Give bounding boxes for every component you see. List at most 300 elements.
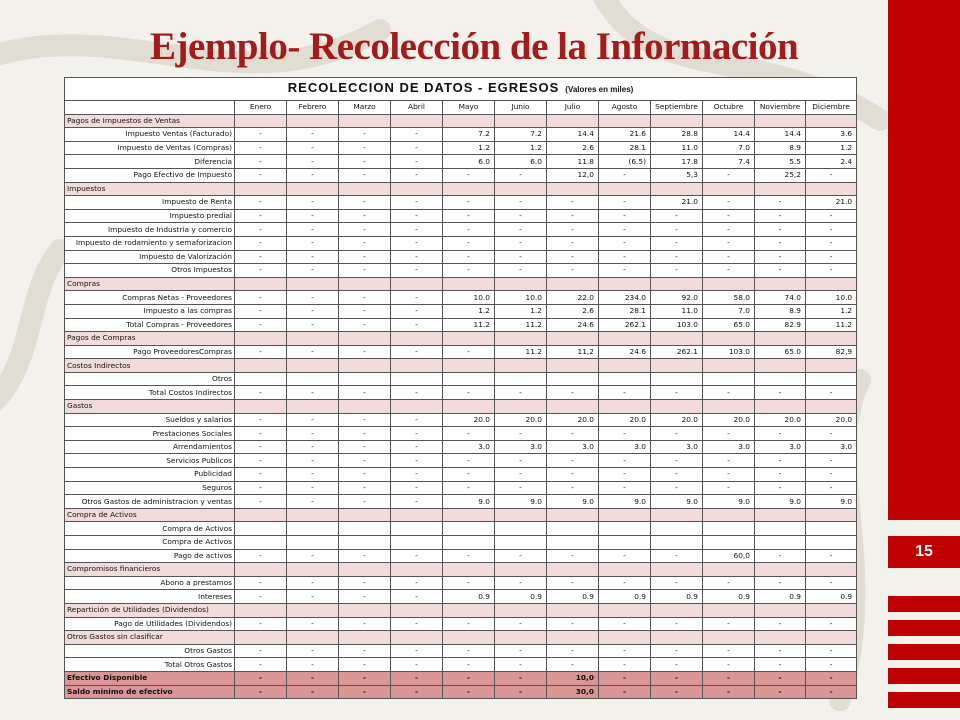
row-label: Abono a prestamos <box>65 576 235 590</box>
value-cell: - <box>339 250 391 264</box>
section-cell <box>287 508 339 522</box>
section-cell <box>391 631 443 645</box>
table-title: RECOLECCION DE DATOS - EGRESOS <box>287 80 560 95</box>
value-cell: - <box>599 617 651 631</box>
value-cell: - <box>287 549 339 563</box>
value-cell: - <box>599 671 651 685</box>
section-row <box>65 400 857 414</box>
value-cell: - <box>547 196 599 210</box>
row-label: Impuesto de Ventas (Compras) <box>65 141 235 155</box>
value-cell: - <box>443 386 495 400</box>
value-cell <box>755 522 806 536</box>
section-cell <box>443 400 495 414</box>
value-cell: - <box>599 685 651 699</box>
row-label: Impuesto de rodamiento y semaforizacion <box>65 236 235 250</box>
value-cell: - <box>495 617 547 631</box>
value-cell: - <box>651 264 703 278</box>
value-cell <box>599 522 651 536</box>
value-cell: - <box>235 386 287 400</box>
value-cell: 65.0 <box>703 318 755 332</box>
month-header: Junio <box>495 101 547 115</box>
value-cell: - <box>443 427 495 441</box>
table-subtitle: (Valores en miles) <box>565 85 634 94</box>
value-cell <box>651 536 703 550</box>
value-cell: - <box>703 468 755 482</box>
value-cell: 74.0 <box>755 291 806 305</box>
section-cell <box>651 631 703 645</box>
section-cell <box>703 563 755 577</box>
value-cell: 20.0 <box>547 413 599 427</box>
section-cell <box>339 563 391 577</box>
value-cell: 8.9 <box>755 141 806 155</box>
value-cell: - <box>339 454 391 468</box>
section-cell <box>703 114 755 128</box>
value-cell: - <box>339 236 391 250</box>
table-row <box>65 304 857 318</box>
value-cell: - <box>287 617 339 631</box>
section-cell <box>495 359 547 373</box>
value-cell: - <box>339 264 391 278</box>
value-cell: 3.6 <box>806 128 857 142</box>
value-cell: - <box>755 617 806 631</box>
value-cell: - <box>235 128 287 142</box>
section-cell <box>703 400 755 414</box>
value-cell: - <box>443 685 495 699</box>
table-banner-row <box>65 78 857 101</box>
value-cell: - <box>339 413 391 427</box>
value-cell: 3.0 <box>547 440 599 454</box>
table-row <box>65 590 857 604</box>
value-cell: - <box>495 196 547 210</box>
section-cell <box>703 182 755 196</box>
table-row <box>65 468 857 482</box>
value-cell: 0.9 <box>755 590 806 604</box>
value-cell: - <box>287 468 339 482</box>
value-cell: - <box>547 576 599 590</box>
value-cell: 3.0 <box>651 440 703 454</box>
value-cell: - <box>391 440 443 454</box>
value-cell: - <box>235 617 287 631</box>
value-cell: - <box>651 576 703 590</box>
expenses-table <box>64 77 857 699</box>
section-cell <box>391 332 443 346</box>
value-cell: - <box>391 250 443 264</box>
section-cell <box>339 631 391 645</box>
value-cell: - <box>755 576 806 590</box>
value-cell: 9.0 <box>806 495 857 509</box>
table-row <box>65 658 857 672</box>
section-cell <box>547 631 599 645</box>
total-row <box>65 671 857 685</box>
value-cell: - <box>495 481 547 495</box>
section-cell <box>235 563 287 577</box>
row-label: Impuesto de Industria y comercio <box>65 223 235 237</box>
row-label: Seguros <box>65 481 235 495</box>
value-cell: - <box>391 318 443 332</box>
table-row <box>65 495 857 509</box>
section-cell <box>651 400 703 414</box>
value-cell: - <box>495 671 547 685</box>
section-cell <box>235 114 287 128</box>
value-cell: - <box>443 576 495 590</box>
value-cell: - <box>235 468 287 482</box>
section-row <box>65 114 857 128</box>
value-cell: - <box>495 209 547 223</box>
value-cell: 28.1 <box>599 304 651 318</box>
value-cell: - <box>391 386 443 400</box>
value-cell: (6.5) <box>599 155 651 169</box>
section-cell <box>806 631 857 645</box>
value-cell: 1.2 <box>443 304 495 318</box>
value-cell: - <box>599 223 651 237</box>
month-header: Julio <box>547 101 599 115</box>
row-label: Otros Impuestos <box>65 264 235 278</box>
value-cell: - <box>806 685 857 699</box>
section-cell <box>755 603 806 617</box>
value-cell: - <box>806 223 857 237</box>
table-row <box>65 155 857 169</box>
value-cell: - <box>235 440 287 454</box>
value-cell: - <box>287 209 339 223</box>
value-cell: - <box>755 386 806 400</box>
value-cell: 9.0 <box>495 495 547 509</box>
section-label: Pagos de Impuestos de Ventas <box>65 114 235 128</box>
section-cell <box>495 277 547 291</box>
section-cell <box>443 563 495 577</box>
value-cell: - <box>443 223 495 237</box>
section-cell <box>755 508 806 522</box>
value-cell: - <box>391 685 443 699</box>
value-cell <box>806 372 857 386</box>
value-cell: - <box>443 209 495 223</box>
section-cell <box>495 400 547 414</box>
value-cell: - <box>599 427 651 441</box>
section-cell <box>755 277 806 291</box>
value-cell: - <box>235 304 287 318</box>
value-cell: - <box>339 427 391 441</box>
value-cell: 14.4 <box>703 128 755 142</box>
section-label: Gastos <box>65 400 235 414</box>
value-cell: 5,3 <box>651 168 703 182</box>
value-cell: - <box>651 549 703 563</box>
value-cell: - <box>287 685 339 699</box>
value-cell: - <box>287 196 339 210</box>
value-cell: - <box>443 454 495 468</box>
section-cell <box>443 182 495 196</box>
section-cell <box>703 359 755 373</box>
row-label: Impuesto a las compras <box>65 304 235 318</box>
section-cell <box>703 277 755 291</box>
value-cell: - <box>287 264 339 278</box>
section-cell <box>391 114 443 128</box>
table-row <box>65 291 857 305</box>
section-cell <box>547 114 599 128</box>
value-cell: - <box>703 481 755 495</box>
section-cell <box>806 400 857 414</box>
value-cell: - <box>235 168 287 182</box>
value-cell: 10.0 <box>806 291 857 305</box>
value-cell: - <box>703 671 755 685</box>
section-row <box>65 563 857 577</box>
row-label: Otros Gastos <box>65 644 235 658</box>
value-cell: - <box>287 155 339 169</box>
value-cell: - <box>339 685 391 699</box>
section-cell <box>443 359 495 373</box>
value-cell: - <box>287 318 339 332</box>
value-cell: 20.0 <box>599 413 651 427</box>
month-header: Mayo <box>443 101 495 115</box>
table-row <box>65 168 857 182</box>
value-cell: 11,2 <box>547 345 599 359</box>
value-cell: - <box>755 685 806 699</box>
value-cell: - <box>599 236 651 250</box>
row-label: Total Compras - Proveedores <box>65 318 235 332</box>
value-cell: 11.0 <box>651 141 703 155</box>
value-cell: - <box>287 304 339 318</box>
section-row <box>65 332 857 346</box>
section-cell <box>755 114 806 128</box>
value-cell: 20.0 <box>495 413 547 427</box>
value-cell: - <box>339 209 391 223</box>
value-cell: - <box>599 549 651 563</box>
value-cell: - <box>391 549 443 563</box>
value-cell <box>755 372 806 386</box>
section-row <box>65 182 857 196</box>
value-cell: - <box>547 209 599 223</box>
section-cell <box>235 508 287 522</box>
slide-title: Ejemplo- Recolección de la Información <box>150 25 799 68</box>
table-row <box>65 549 857 563</box>
row-label: Impuesto predial <box>65 209 235 223</box>
section-cell <box>547 182 599 196</box>
table-row <box>65 372 857 386</box>
value-cell: - <box>599 576 651 590</box>
value-cell: - <box>339 590 391 604</box>
value-cell: - <box>651 427 703 441</box>
value-cell: 20.0 <box>806 413 857 427</box>
value-cell: 11.2 <box>495 318 547 332</box>
section-cell <box>391 400 443 414</box>
section-label: Otros Gastos sin clasificar <box>65 631 235 645</box>
section-cell <box>443 631 495 645</box>
section-cell <box>806 359 857 373</box>
section-cell <box>391 359 443 373</box>
value-cell: - <box>339 304 391 318</box>
section-cell <box>599 631 651 645</box>
value-cell <box>443 536 495 550</box>
value-cell: - <box>391 141 443 155</box>
value-cell: - <box>806 549 857 563</box>
section-cell <box>443 332 495 346</box>
value-cell: - <box>806 454 857 468</box>
side-stripe <box>888 644 960 660</box>
value-cell: - <box>495 658 547 672</box>
value-cell: - <box>443 236 495 250</box>
value-cell: - <box>391 576 443 590</box>
month-header: Agosto <box>599 101 651 115</box>
value-cell: - <box>235 209 287 223</box>
value-cell: - <box>235 155 287 169</box>
header-blank-cell <box>65 101 235 115</box>
table-banner <box>65 78 857 101</box>
value-cell <box>339 522 391 536</box>
value-cell: - <box>235 345 287 359</box>
table-row <box>65 536 857 550</box>
value-cell: - <box>703 209 755 223</box>
value-cell: - <box>235 250 287 264</box>
value-cell <box>495 536 547 550</box>
value-cell: - <box>235 644 287 658</box>
section-cell <box>599 563 651 577</box>
section-cell <box>339 332 391 346</box>
value-cell: - <box>339 223 391 237</box>
value-cell: 7.4 <box>703 155 755 169</box>
table-row <box>65 318 857 332</box>
row-label: Arrendamientos <box>65 440 235 454</box>
section-cell <box>339 508 391 522</box>
value-cell: 10.0 <box>495 291 547 305</box>
value-cell: 3.0 <box>703 440 755 454</box>
row-label: Sueldos y salarios <box>65 413 235 427</box>
value-cell: - <box>755 236 806 250</box>
value-cell: - <box>547 223 599 237</box>
section-cell <box>755 400 806 414</box>
value-cell: - <box>547 454 599 468</box>
month-header: Octubre <box>703 101 755 115</box>
table-row <box>65 141 857 155</box>
value-cell: - <box>443 468 495 482</box>
month-header-row <box>65 101 857 115</box>
row-label: Servicios Publicos <box>65 454 235 468</box>
section-cell <box>599 400 651 414</box>
value-cell: - <box>391 644 443 658</box>
value-cell: - <box>287 671 339 685</box>
value-cell: - <box>651 223 703 237</box>
section-cell <box>495 563 547 577</box>
value-cell <box>235 372 287 386</box>
value-cell: - <box>547 264 599 278</box>
month-header: Noviembre <box>755 101 806 115</box>
section-cell <box>806 277 857 291</box>
value-cell: - <box>599 468 651 482</box>
section-cell <box>651 508 703 522</box>
value-cell: 0.9 <box>703 590 755 604</box>
row-label: Impuesto de Valorización <box>65 250 235 264</box>
value-cell: - <box>547 386 599 400</box>
value-cell: - <box>287 590 339 604</box>
section-label: Impuestos <box>65 182 235 196</box>
section-cell <box>755 359 806 373</box>
section-label: Repartición de Utilidades (Dividendos) <box>65 603 235 617</box>
value-cell: - <box>391 196 443 210</box>
section-cell <box>495 508 547 522</box>
row-label: Efectivo Disponible <box>65 671 235 685</box>
table-row <box>65 481 857 495</box>
value-cell: 1.2 <box>806 304 857 318</box>
value-cell: - <box>287 576 339 590</box>
section-label: Compromisos financieros <box>65 563 235 577</box>
row-label: Total Costos Indirectos <box>65 386 235 400</box>
value-cell <box>495 522 547 536</box>
value-cell: - <box>495 549 547 563</box>
table-row <box>65 522 857 536</box>
value-cell: 60,0 <box>703 549 755 563</box>
value-cell: 1.2 <box>495 304 547 318</box>
value-cell: - <box>235 590 287 604</box>
value-cell: - <box>495 236 547 250</box>
value-cell: 9.0 <box>443 495 495 509</box>
table-row <box>65 427 857 441</box>
value-cell: - <box>443 644 495 658</box>
section-cell <box>235 332 287 346</box>
value-cell: - <box>443 658 495 672</box>
section-cell <box>287 114 339 128</box>
section-cell <box>287 603 339 617</box>
table-row <box>65 386 857 400</box>
section-cell <box>651 277 703 291</box>
section-row <box>65 508 857 522</box>
value-cell: - <box>235 549 287 563</box>
section-cell <box>235 400 287 414</box>
section-cell <box>599 277 651 291</box>
value-cell: - <box>443 168 495 182</box>
section-cell <box>339 114 391 128</box>
value-cell: - <box>651 386 703 400</box>
total-row <box>65 685 857 699</box>
value-cell: - <box>235 481 287 495</box>
value-cell: - <box>339 617 391 631</box>
value-cell: 12,0 <box>547 168 599 182</box>
value-cell: 6.0 <box>495 155 547 169</box>
value-cell: - <box>443 196 495 210</box>
value-cell <box>339 536 391 550</box>
value-cell: - <box>495 685 547 699</box>
value-cell: 20.0 <box>443 413 495 427</box>
value-cell <box>287 372 339 386</box>
section-cell <box>443 603 495 617</box>
section-cell <box>547 359 599 373</box>
value-cell: 22.0 <box>547 291 599 305</box>
section-cell <box>755 332 806 346</box>
value-cell: - <box>755 264 806 278</box>
value-cell: - <box>755 468 806 482</box>
table-row <box>65 223 857 237</box>
value-cell: - <box>391 155 443 169</box>
side-stripe <box>888 596 960 612</box>
table-row <box>65 617 857 631</box>
row-label: Otros <box>65 372 235 386</box>
section-cell <box>391 277 443 291</box>
value-cell: - <box>651 481 703 495</box>
value-cell: - <box>651 617 703 631</box>
value-cell: - <box>703 196 755 210</box>
value-cell: 8.9 <box>755 304 806 318</box>
value-cell: - <box>703 168 755 182</box>
value-cell: 0.9 <box>495 590 547 604</box>
value-cell: - <box>339 168 391 182</box>
value-cell: - <box>651 468 703 482</box>
section-cell <box>755 631 806 645</box>
section-cell <box>547 332 599 346</box>
value-cell: 21.0 <box>651 196 703 210</box>
value-cell: - <box>235 685 287 699</box>
value-cell <box>287 522 339 536</box>
value-cell <box>547 536 599 550</box>
row-label: Pago Efectivo de Impuesto <box>65 168 235 182</box>
value-cell: - <box>287 427 339 441</box>
value-cell: 1.2 <box>495 141 547 155</box>
value-cell <box>547 522 599 536</box>
